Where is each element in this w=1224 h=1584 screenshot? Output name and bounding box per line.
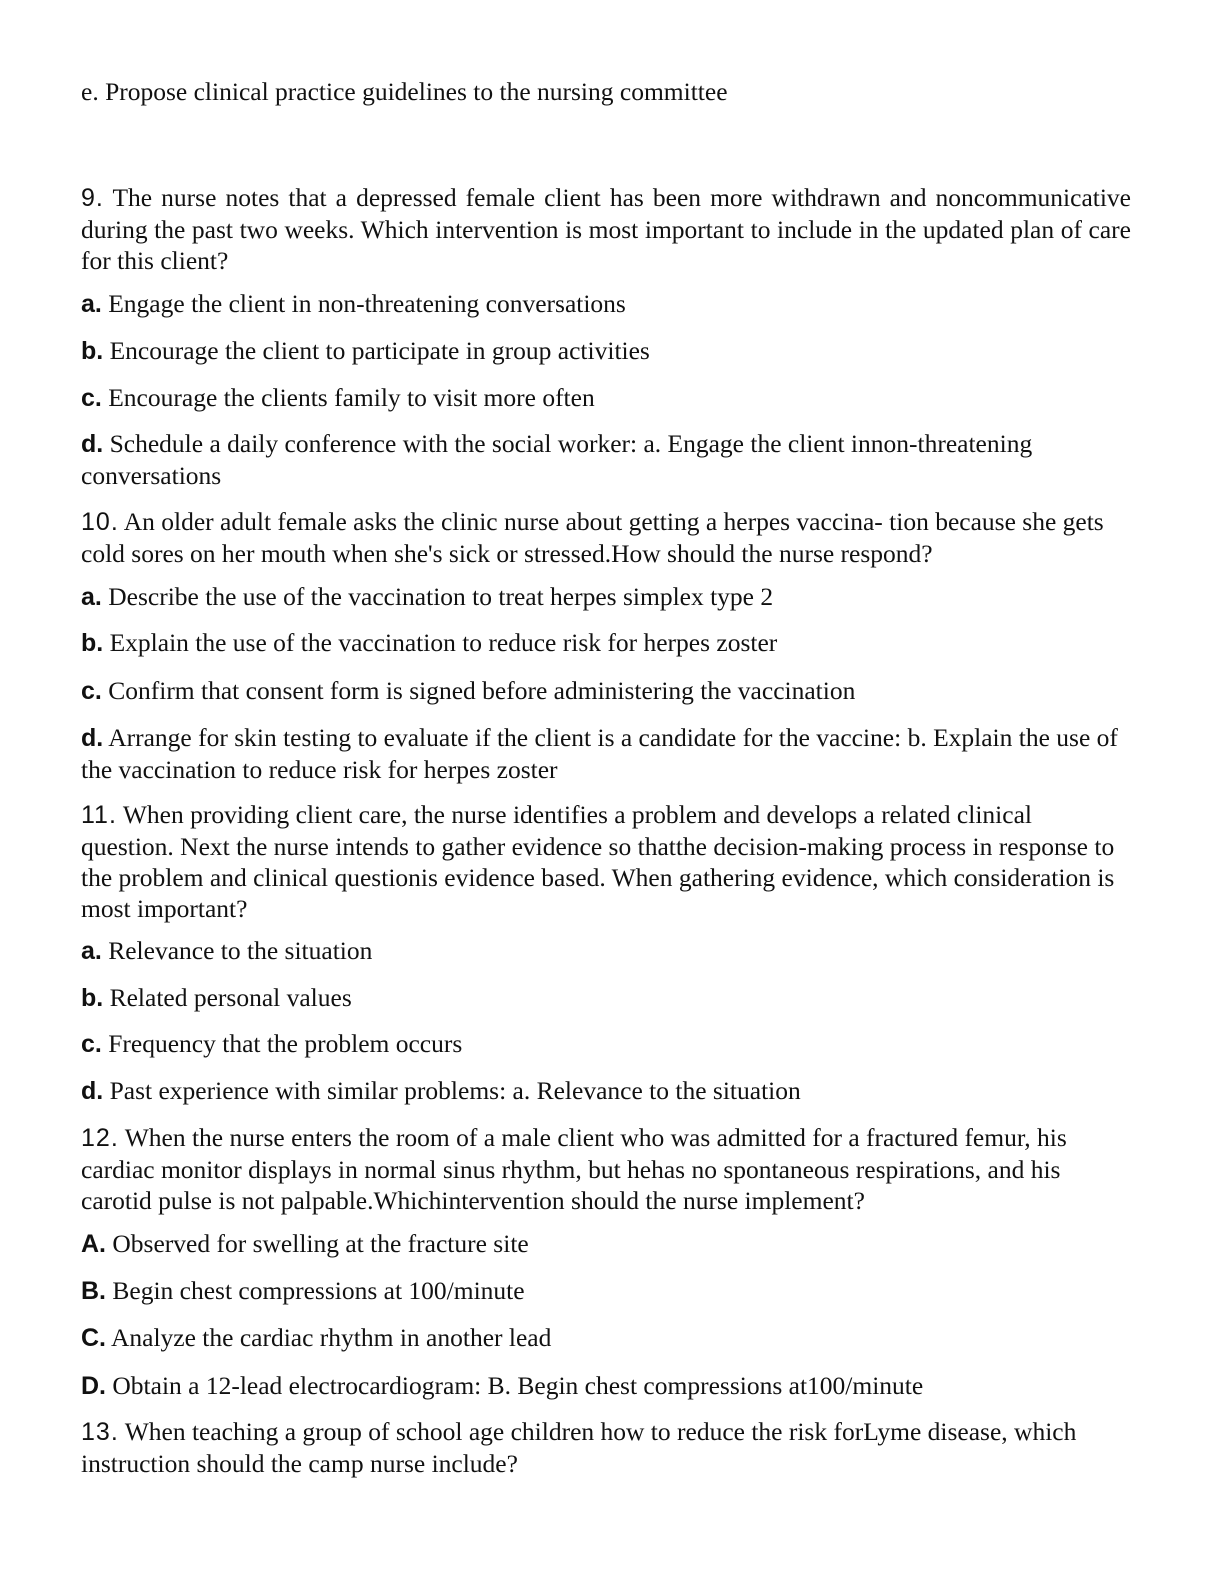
option-text: Past experience with similar problems: a. Relevance to the situation	[109, 1076, 801, 1105]
answer-option	[81, 1228, 1131, 1260]
option-label: D.	[81, 1372, 106, 1400]
question-text: When teaching a group of school age children how to reduce the risk forLyme disease, which instruction should the camp nurse include?	[81, 1417, 1077, 1478]
option-label: e.	[81, 77, 99, 106]
answer-option	[81, 935, 1131, 967]
option-label: d.	[81, 430, 104, 458]
option-text: Describe the use of the vaccination to treat herpes simplex type 2	[108, 582, 774, 611]
question-number: 10	[81, 508, 111, 536]
answer-option	[81, 428, 1131, 491]
question-text: When providing client care, the nurse identifies a problem and develops a related clinical question. Next the nurse intends to gather evidence so thatthe decision-making process in response to the problem and clinical questionis evidence based. When gathering evidence, which consideration is most important?	[81, 800, 1115, 923]
option-label: a.	[81, 937, 102, 965]
option-label: b.	[81, 629, 104, 657]
answer-option	[81, 1028, 1131, 1060]
option-label: a.	[81, 583, 102, 611]
option-label: c.	[81, 384, 102, 412]
option-text: Begin chest compressions at 100/minute	[112, 1276, 525, 1305]
option-text: Explain the use of the vaccination to reduce risk for herpes zoster	[109, 628, 778, 657]
answer-option	[81, 1275, 1131, 1307]
answer-option	[81, 288, 1131, 320]
option-text: Confirm that consent form is signed before administering the vaccination	[108, 676, 856, 705]
option-text: Frequency that the problem occurs	[108, 1029, 463, 1058]
option-text: Propose clinical practice guidelines to the nursing committee	[105, 77, 728, 106]
option-text: Engage the client in non-threatening conversations	[108, 289, 626, 318]
answer-option	[81, 722, 1131, 785]
question-number-dot: .	[108, 801, 117, 829]
option-text: Related personal values	[109, 983, 352, 1012]
option-text: Encourage the client to participate in group activities	[109, 336, 650, 365]
question-text: An older adult female asks the clinic nurse about getting a herpes vaccina- tion because she gets cold sores on her mouth when she's sick or stressed.How should the nurse respond?	[81, 507, 1104, 568]
option-label: d.	[81, 1077, 104, 1105]
option-text: Schedule a daily conference with the social worker: a. Engage the client innon-threatening conversations	[81, 429, 1033, 490]
option-label: B.	[81, 1277, 106, 1305]
option-text: Obtain a 12-lead electrocardiogram: B. Begin chest compressions at100/minute	[112, 1371, 924, 1400]
answer-option	[81, 675, 1131, 707]
question-9	[81, 182, 1131, 276]
answer-option	[81, 982, 1131, 1014]
question-11	[81, 799, 1131, 924]
option-text: Analyze the cardiac rhythm in another lead	[110, 1323, 552, 1352]
question-number: 9	[81, 184, 96, 212]
question-text: When the nurse enters the room of a male client who was admitted for a fractured femur, his cardiac monitor displays in normal sinus rhythm, but hehas no spontaneous respirations, and his carotid pulse is not palpable.Whichintervention should the nurse implement?	[81, 1123, 1067, 1215]
answer-option	[81, 335, 1131, 367]
answer-option	[81, 1075, 1131, 1107]
option-text: Observed for swelling at the fracture site	[112, 1229, 529, 1258]
question-number: 11	[81, 801, 109, 829]
question-number: 13	[81, 1418, 111, 1446]
option-label: b.	[81, 337, 104, 365]
answer-option	[81, 1322, 1131, 1354]
question-number: 12	[81, 1124, 111, 1152]
option-text: Arrange for skin testing to evaluate if the client is a candidate for the vaccine: b. Explain the use of the vaccination to reduce risk for herpes zoster	[81, 723, 1118, 784]
previous-option-e	[81, 76, 1131, 107]
question-number-dot: .	[110, 508, 119, 536]
option-text: Encourage the clients family to visit more often	[108, 383, 595, 412]
answer-option	[81, 1370, 1131, 1402]
question-number-dot: .	[110, 1124, 119, 1152]
option-label: C.	[81, 1324, 106, 1352]
question-number-dot: .	[95, 184, 104, 212]
answer-option	[81, 382, 1131, 414]
question-13	[81, 1416, 1131, 1479]
question-text: The nurse notes that a depressed female client has been more withdrawn and noncommunicative during the past two weeks. Which intervention is most important to include in the updated plan of care for this client?	[81, 183, 1131, 275]
option-label: d.	[81, 724, 104, 752]
answer-option	[81, 627, 1131, 659]
option-label: c.	[81, 1030, 102, 1058]
question-number-dot: .	[110, 1418, 119, 1446]
question-12	[81, 1122, 1131, 1216]
option-label: a.	[81, 290, 102, 318]
option-label: c.	[81, 677, 102, 705]
option-label: A.	[81, 1230, 106, 1258]
option-text: Relevance to the situation	[108, 936, 373, 965]
answer-option	[81, 581, 1131, 613]
option-label: b.	[81, 984, 104, 1012]
question-10	[81, 506, 1131, 569]
